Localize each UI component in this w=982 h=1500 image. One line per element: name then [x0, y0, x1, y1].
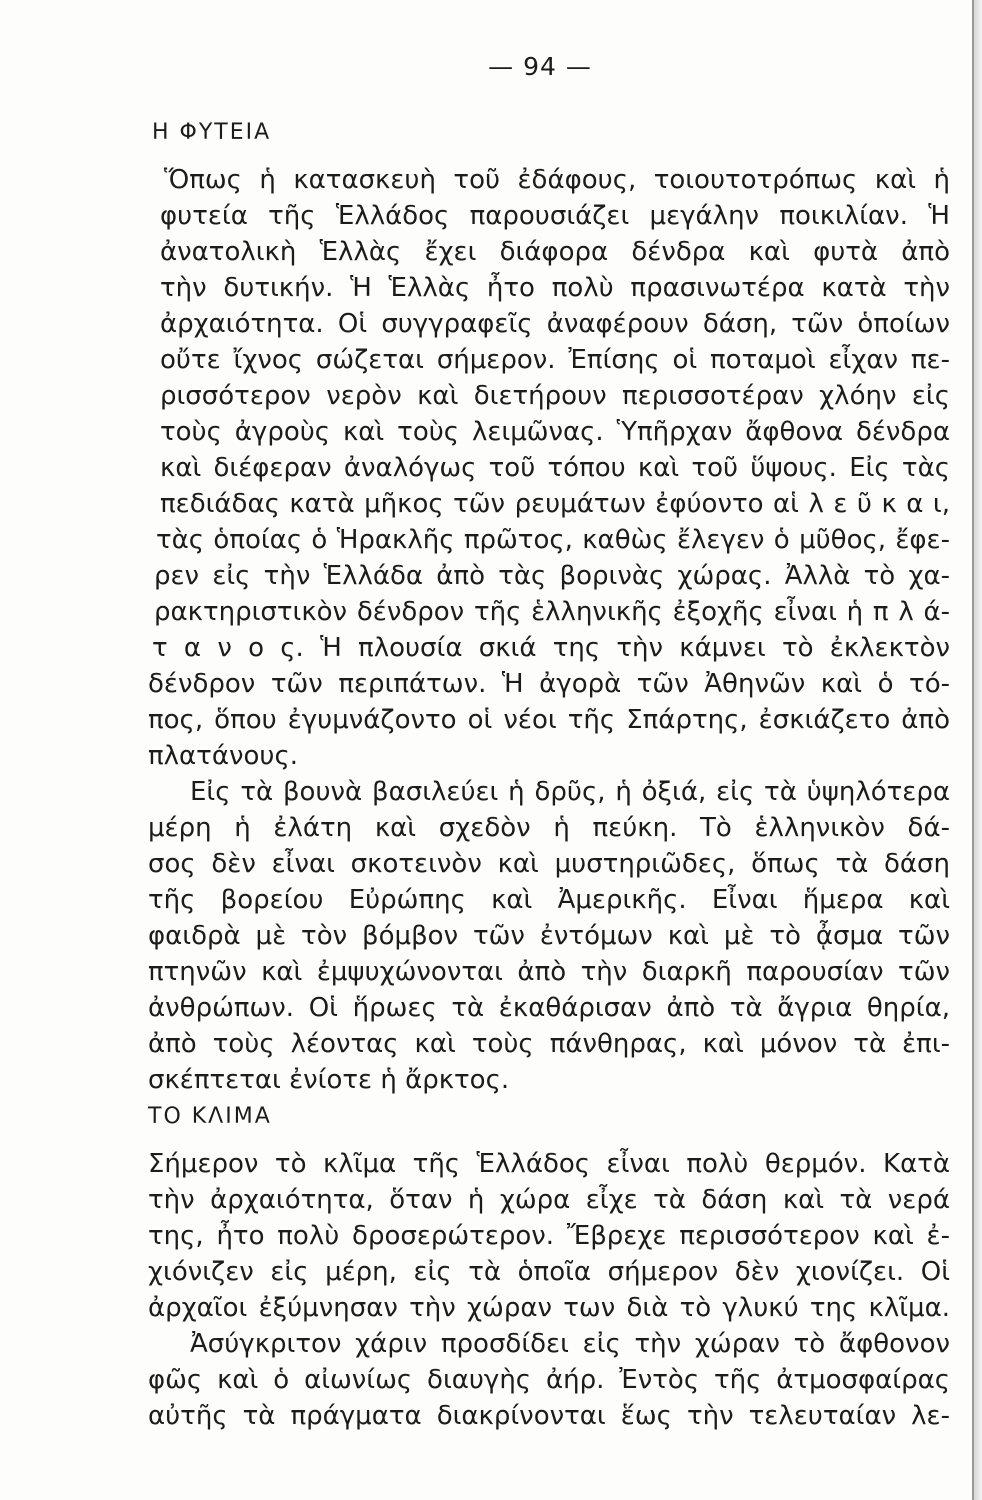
section-heading-planting: Η ΦΥΤΕΙΑ: [152, 120, 272, 145]
text-line: Εἰς τὰ βουνὰ βασιλεύει ἡ δρῦς, ἡ ὀξιά, εἰς τὰ ὑψηλότερα: [190, 777, 950, 807]
text-line: τὰς ὁποίας ὁ Ἡρακλῆς πρῶτος, καθὼς ἔλεγεν ὁ μῦθος, ἔφε-: [156, 525, 950, 555]
text-line: ρεν εἰς τὴν Ἑλλάδα ἀπὸ τὰς βορινὰς χώρας. Ἀλλὰ τὸ χα-: [154, 561, 950, 591]
text-line: τ α ν ο ς. Ἡ πλουσία σκιά της τὴν κάμνει τὸ ἐκλεκτὸν: [152, 633, 950, 663]
text-line: σος δὲν εἶναι σκοτεινὸν καὶ μυστηριῶδες, ὅπως τὰ δάση: [148, 849, 950, 879]
text-line: φυτεία τῆς Ἑλλάδος παρουσιάζει μεγάλην ποικιλίαν. Ἡ: [160, 201, 950, 231]
text-line: Ἀσύγκριτον χάριν προσδίδει εἰς τὴν χώραν τὸ ἄφθονον: [190, 1329, 950, 1359]
text-line: ρισσότερον νερὸν καὶ διετήρουν περισσοτέραν χλόην εἰς: [160, 381, 950, 411]
text-line: μέρη ἡ ἐλάτη καὶ σχεδὸν ἡ πεύκη. Τὸ ἑλληνικὸν δά-: [148, 813, 950, 843]
text-line: τοὺς ἀγροὺς καὶ τοὺς λειμῶνας. Ὑπῆρχαν ἄφθονα δένδρα: [160, 417, 950, 447]
text-line: φῶς καὶ ὁ αἰωνίως διαυγὴς ἀήρ. Ἐντὸς τῆς ἀτμοσφαίρας: [148, 1365, 950, 1395]
text-line: ἀπὸ τοὺς λέοντας καὶ τοὺς πάνθηρας, καὶ μόνον τὰ ἐπι-: [148, 1029, 950, 1059]
text-line: πτηνῶν καὶ ἐμψυχώνονται ἀπὸ τὴν διαρκῆ παρουσίαν τῶν: [148, 957, 950, 987]
text-line: τὴν δυτικήν. Ἡ Ἑλλὰς ἦτο πολὺ πρασινωτέρα κατὰ τὴν: [160, 273, 950, 303]
page-number: — 94 —: [488, 52, 592, 81]
text-line: τῆς βορείου Εὐρώπης καὶ Ἀμερικῆς. Εἶναι ἥμερα καὶ: [148, 885, 950, 915]
text-line: τὴν ἀρχαιότητα, ὅταν ἡ χώρα εἶχε τὰ δάση καὶ τὰ νερά: [148, 1185, 950, 1215]
text-line: πος, ὅπου ἐγυμνάζοντο οἱ νέοι τῆς Σπάρτης, ἐσκιάζετο ἀπὸ: [148, 705, 950, 735]
text-line: Ὅπως ἡ κατασκευὴ τοῦ ἐδάφους, τοιουτοτρόπως καὶ ἡ: [164, 165, 950, 195]
text-line: φαιδρὰ μὲ τὸν βόμβον τῶν ἐντόμων καὶ μὲ τὸ ᾆσμα τῶν: [148, 921, 950, 951]
text-line: δένδρον τῶν περιπάτων. Ἡ ἀγορὰ τῶν Ἀθηνῶν καὶ ὁ τό-: [148, 669, 950, 699]
text-line: Σήμερον τὸ κλῖμα τῆς Ἑλλάδος εἶναι πολὺ θερμόν. Κατὰ: [148, 1149, 950, 1179]
text-line: πλατάνους.: [148, 741, 298, 771]
text-line: ἀρχαῖοι ἐξύμνησαν τὴν χώραν των διὰ τὸ γλυκύ της κλῖμα.: [148, 1293, 950, 1323]
page-edge-shadow: [974, 0, 982, 1500]
text-line: σκέπτεται ἐνίοτε ἡ ἄρκτος.: [148, 1065, 510, 1095]
text-line: πεδιάδας κατὰ μῆκος τῶν ρευμάτων ἐφύοντο αἱ λ ε ῦ κ α ι,: [160, 489, 950, 519]
section-heading-climate: ΤΟ ΚΛΙΜΑ: [148, 1104, 272, 1129]
text-line: οὔτε ἴχνος σώζεται σήμερον. Ἐπίσης οἱ ποταμοὶ εἶχαν πε-: [160, 345, 950, 375]
text-line: καὶ διέφεραν ἀναλόγως τοῦ τόπου καὶ τοῦ ὕψους. Εἰς τὰς: [160, 453, 950, 483]
text-line: ἀνατολικὴ Ἑλλὰς ἔχει διάφορα δένδρα καὶ φυτὰ ἀπὸ: [160, 237, 950, 267]
text-line: αὐτῆς τὰ πράγματα διακρίνονται ἕως τὴν τελευταίαν λε-: [148, 1401, 950, 1431]
text-line: χιόνιζεν εἰς μέρη, εἰς τὰ ὁποῖα σήμερον δὲν χιονίζει. Οἱ: [148, 1257, 950, 1287]
text-line: ρακτηριστικὸν δένδρον τῆς ἑλληνικῆς ἐξοχῆς εἶναι ἡ π λ ά-: [154, 597, 950, 627]
text-line: της, ἦτο πολὺ δροσερώτερον. Ἔβρεχε περισσότερον καὶ ἐ-: [148, 1221, 950, 1251]
text-line: ἀρχαιότητα. Οἱ συγγραφεῖς ἀναφέρουν δάση, τῶν ὁποίων: [160, 309, 950, 339]
text-line: ἀνθρώπων. Οἱ ἥρωες τὰ ἐκαθάρισαν ἀπὸ τὰ ἄγρια θηρία,: [148, 993, 950, 1023]
